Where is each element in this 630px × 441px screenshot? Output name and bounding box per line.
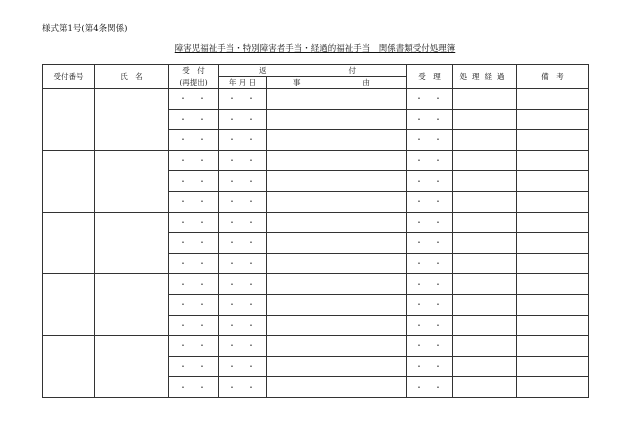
accepted-date-cell: ・ ・: [407, 130, 453, 151]
header-reason-left: 事: [293, 78, 301, 87]
return-date-cell: ・ ・: [219, 377, 267, 398]
process-cell: [453, 274, 517, 295]
receipt-number-cell: [43, 212, 95, 274]
name-cell: [95, 336, 169, 398]
return-date-cell: ・ ・: [219, 191, 267, 212]
process-cell: [453, 130, 517, 151]
return-date-cell: ・ ・: [219, 130, 267, 151]
return-date-cell: ・ ・: [219, 109, 267, 130]
remarks-cell: [517, 377, 589, 398]
accepted-date-cell: ・ ・: [407, 89, 453, 110]
process-cell: [453, 171, 517, 192]
return-date-cell: ・ ・: [219, 294, 267, 315]
return-date-cell: ・ ・: [219, 356, 267, 377]
received-date-cell: ・ ・: [169, 109, 219, 130]
process-cell: [453, 233, 517, 254]
header-remarks: 備 考: [517, 65, 589, 89]
process-cell: [453, 356, 517, 377]
received-date-cell: ・ ・: [169, 191, 219, 212]
reason-cell: [267, 274, 407, 295]
received-date-cell: ・ ・: [169, 233, 219, 254]
return-date-cell: ・ ・: [219, 171, 267, 192]
reason-cell: [267, 253, 407, 274]
table-row: [43, 212, 589, 233]
return-date-cell: ・ ・: [219, 336, 267, 357]
received-date-cell: ・ ・: [169, 336, 219, 357]
process-cell: [453, 315, 517, 336]
header-name: 氏 名: [95, 65, 169, 89]
remarks-cell: [517, 212, 589, 233]
accepted-date-cell: ・ ・: [407, 191, 453, 212]
remarks-cell: [517, 294, 589, 315]
remarks-cell: [517, 336, 589, 357]
accepted-date-cell: ・ ・: [407, 315, 453, 336]
document-title: 障害児福祉手当・特別障害者手当・経過的福祉手当 関係書類受付処理簿: [174, 44, 456, 54]
receipt-number-cell: [43, 274, 95, 336]
remarks-cell: [517, 191, 589, 212]
accepted-date-cell: ・ ・: [407, 294, 453, 315]
received-date-cell: ・ ・: [169, 130, 219, 151]
accepted-date-cell: ・ ・: [407, 109, 453, 130]
accepted-date-cell: ・ ・: [407, 336, 453, 357]
reason-cell: [267, 336, 407, 357]
header-return-left: 返: [259, 66, 267, 75]
receipt-number-cell: [43, 150, 95, 212]
return-date-cell: ・ ・: [219, 315, 267, 336]
table-row: [43, 336, 589, 357]
accepted-date-cell: ・ ・: [407, 233, 453, 254]
process-cell: [453, 377, 517, 398]
process-cell: [453, 109, 517, 130]
header-resubmit: (再提出): [169, 77, 219, 89]
form-number-label: 様式第1号(第4条関係): [42, 24, 128, 34]
return-date-cell: ・ ・: [219, 253, 267, 274]
received-date-cell: ・ ・: [169, 89, 219, 110]
header-received: 受 付: [169, 65, 219, 77]
table-row: [43, 89, 589, 110]
table-row: [43, 274, 589, 295]
header-reason-right: 由: [362, 78, 370, 87]
process-cell: [453, 212, 517, 233]
accepted-date-cell: ・ ・: [407, 253, 453, 274]
remarks-cell: [517, 89, 589, 110]
remarks-cell: [517, 233, 589, 254]
process-cell: [453, 336, 517, 357]
reason-cell: [267, 150, 407, 171]
process-cell: [453, 89, 517, 110]
header-receipt-number: 受付番号: [43, 65, 95, 89]
process-cell: [453, 191, 517, 212]
remarks-cell: [517, 274, 589, 295]
accepted-date-cell: ・ ・: [407, 212, 453, 233]
reason-cell: [267, 191, 407, 212]
header-process: 処理経過: [453, 65, 517, 89]
remarks-cell: [517, 356, 589, 377]
received-date-cell: ・ ・: [169, 253, 219, 274]
reason-cell: [267, 377, 407, 398]
accepted-date-cell: ・ ・: [407, 356, 453, 377]
received-date-cell: ・ ・: [169, 315, 219, 336]
name-cell: [95, 89, 169, 151]
remarks-cell: [517, 171, 589, 192]
accepted-date-cell: ・ ・: [407, 171, 453, 192]
name-cell: [95, 274, 169, 336]
remarks-cell: [517, 150, 589, 171]
reason-cell: [267, 130, 407, 151]
reason-cell: [267, 356, 407, 377]
reason-cell: [267, 294, 407, 315]
accepted-date-cell: ・ ・: [407, 274, 453, 295]
header-accepted: 受 理: [407, 65, 453, 89]
accepted-date-cell: ・ ・: [407, 377, 453, 398]
remarks-cell: [517, 315, 589, 336]
remarks-cell: [517, 109, 589, 130]
header-return-date: 年 月 日: [219, 77, 267, 89]
remarks-cell: [517, 130, 589, 151]
header-return: [219, 65, 407, 77]
receipt-number-cell: [43, 336, 95, 398]
received-date-cell: ・ ・: [169, 274, 219, 295]
received-date-cell: ・ ・: [169, 294, 219, 315]
received-date-cell: ・ ・: [169, 377, 219, 398]
name-cell: [95, 150, 169, 212]
process-cell: [453, 253, 517, 274]
accepted-date-cell: ・ ・: [407, 150, 453, 171]
received-date-cell: ・ ・: [169, 171, 219, 192]
return-date-cell: ・ ・: [219, 89, 267, 110]
process-cell: [453, 294, 517, 315]
register-body: [43, 89, 589, 398]
return-date-cell: ・ ・: [219, 233, 267, 254]
return-date-cell: ・ ・: [219, 274, 267, 295]
received-date-cell: ・ ・: [169, 150, 219, 171]
table-row: [43, 150, 589, 171]
register-table: [42, 64, 589, 398]
reason-cell: [267, 315, 407, 336]
reason-cell: [267, 171, 407, 192]
receipt-number-cell: [43, 89, 95, 151]
reason-cell: [267, 212, 407, 233]
header-reason: [267, 77, 407, 89]
header-return-right: 付: [348, 66, 356, 75]
remarks-cell: [517, 253, 589, 274]
return-date-cell: ・ ・: [219, 150, 267, 171]
received-date-cell: ・ ・: [169, 356, 219, 377]
reason-cell: [267, 89, 407, 110]
received-date-cell: ・ ・: [169, 212, 219, 233]
return-date-cell: ・ ・: [219, 212, 267, 233]
reason-cell: [267, 233, 407, 254]
process-cell: [453, 150, 517, 171]
reason-cell: [267, 109, 407, 130]
name-cell: [95, 212, 169, 274]
